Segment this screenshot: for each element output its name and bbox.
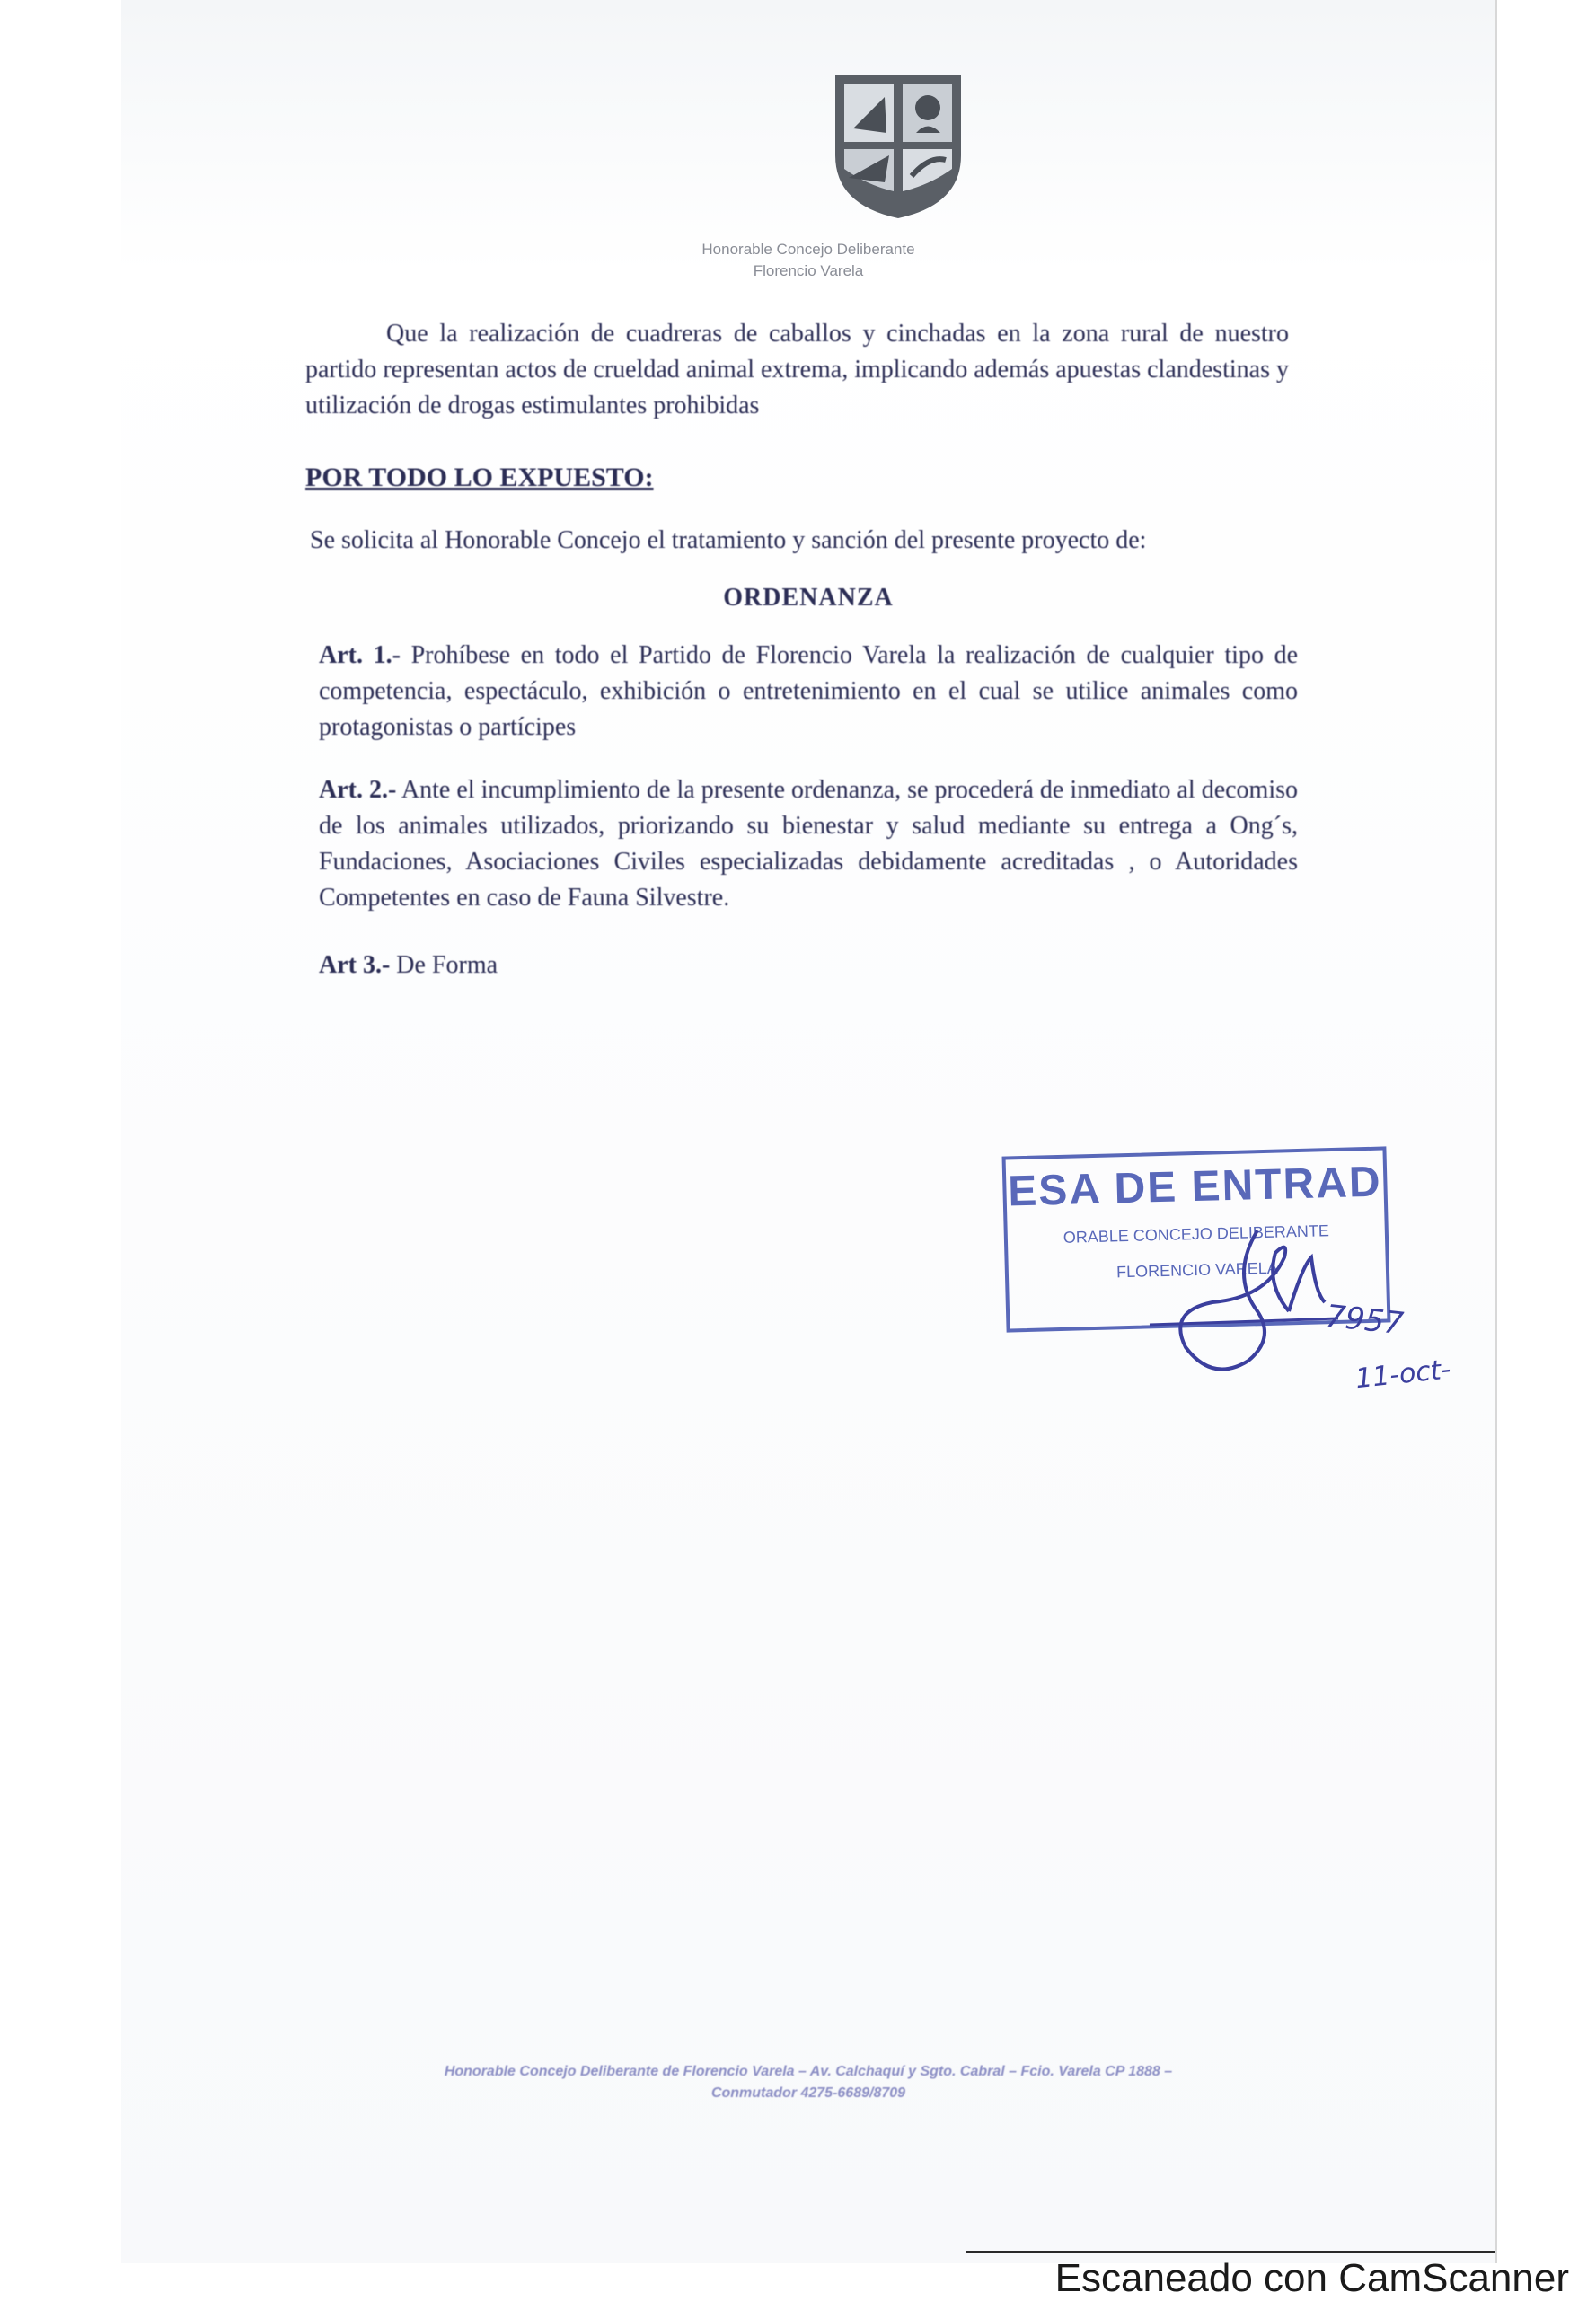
institution-crest-logo (831, 70, 966, 223)
handwritten-number: 7957 (1324, 1298, 1406, 1343)
handwritten-date: 11-oct- (1354, 1353, 1452, 1396)
background-surface (0, 0, 121, 2299)
article-1-text: Prohíbese en todo el Partido de Florencio Varela la realización de cualquier tipo de competencia, espectáculo, exhibición o entretenimiento en el cual se utilice animales como protagonistas o partícipes (319, 641, 1299, 741)
intro-paragraph: Que la realización de cuadreras de caballos y cinchadas en la zona rural de nuestro partido representan actos de crueldad animal extrema, implicando además apuestas clandestinas y utilización de drogas estimulantes prohibidas (305, 320, 1289, 419)
section-heading: POR TODO LO EXPUESTO: (305, 463, 654, 492)
article-3-label: Art 3.- (319, 951, 391, 979)
header-institution-name: Honorable Concejo Deliberante (701, 241, 915, 258)
request-line: Se solicita al Honorable Concejo el tratamiento y sanción del presente proyecto de: (310, 526, 1147, 554)
article-1-label: Art. 1.- (319, 641, 401, 669)
footer-address: Honorable Concejo Deliberante de Florencio Varela – Av. Calchaquí y Sgto. Cabral – Fcio. Varela CP 1888 – (444, 2064, 1173, 2079)
footer-phone: Conmutador 4275-6689/8709 (710, 2085, 906, 2101)
handwritten-signature (1132, 1203, 1491, 1419)
header-city-name: Florencio Varela (753, 262, 864, 279)
watermark-divider (966, 2251, 1495, 2253)
article-2-label: Art. 2.- (319, 776, 397, 804)
article-2 (319, 772, 1298, 916)
document-page (121, 0, 1495, 2263)
document-type-title: ORDENANZA (723, 584, 894, 612)
stamp-city-name: FLORENCIO VARELA (1115, 1258, 1278, 1282)
camscanner-watermark: Escaneado con CamScanner (1054, 2256, 1569, 2300)
stamp-council-name: ORABLE CONCEJO DELIBERANTE (1063, 1221, 1330, 1247)
article-3-text: De Forma (396, 951, 498, 979)
article-3 (319, 948, 858, 983)
article-2-text: Ante el incumplimiento de la presente ordenanza, se procederá de inmediato al decomiso de los animales utilizados, priorizando su bienestar y salud mediante su entrega a Ong´s, Fundaciones, Asociaciones Civiles especializadas debidamente acreditadas , o Autoridades Competentes en caso de Fauna Silvestre. (319, 776, 1299, 912)
stamp-title: ESA DE ENTRAD (1007, 1158, 1383, 1216)
article-1 (319, 638, 1298, 745)
